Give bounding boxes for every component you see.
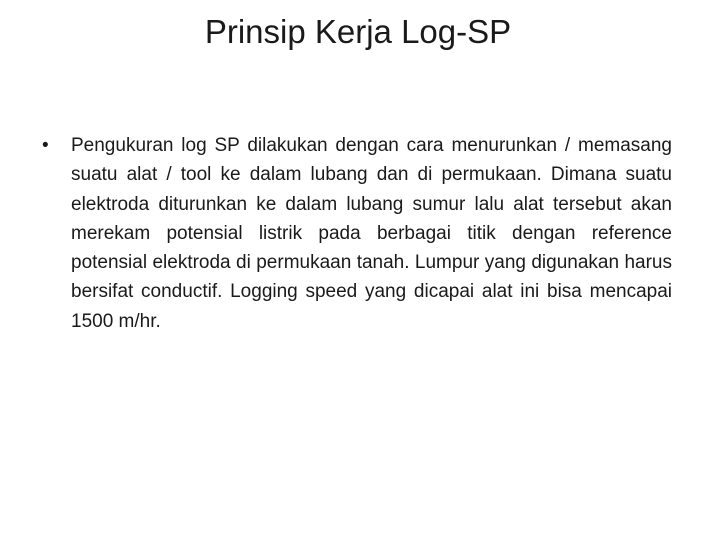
bullet-marker-icon: • xyxy=(42,135,49,156)
bullet-item xyxy=(38,131,672,336)
slide-title: Prinsip Kerja Log-SP xyxy=(204,13,512,50)
bullet-text: Pengukuran log SP dilakukan dengan cara menurunkan / memasang suatu alat / tool ke dalam lubang dan di permukaan. Dimana suatu elektroda diturunkan ke dalam lubang sumur lalu alat tersebut akan merekam potensial listrik pada berbagai titik dengan reference potensial elektroda di permukaan tanah. Lumpur yang digunakan harus bersifat conductif. Logging speed yang dicapai alat ini bisa mencapai 1500 m/hr. xyxy=(71,135,672,332)
bullet-list xyxy=(38,131,672,336)
